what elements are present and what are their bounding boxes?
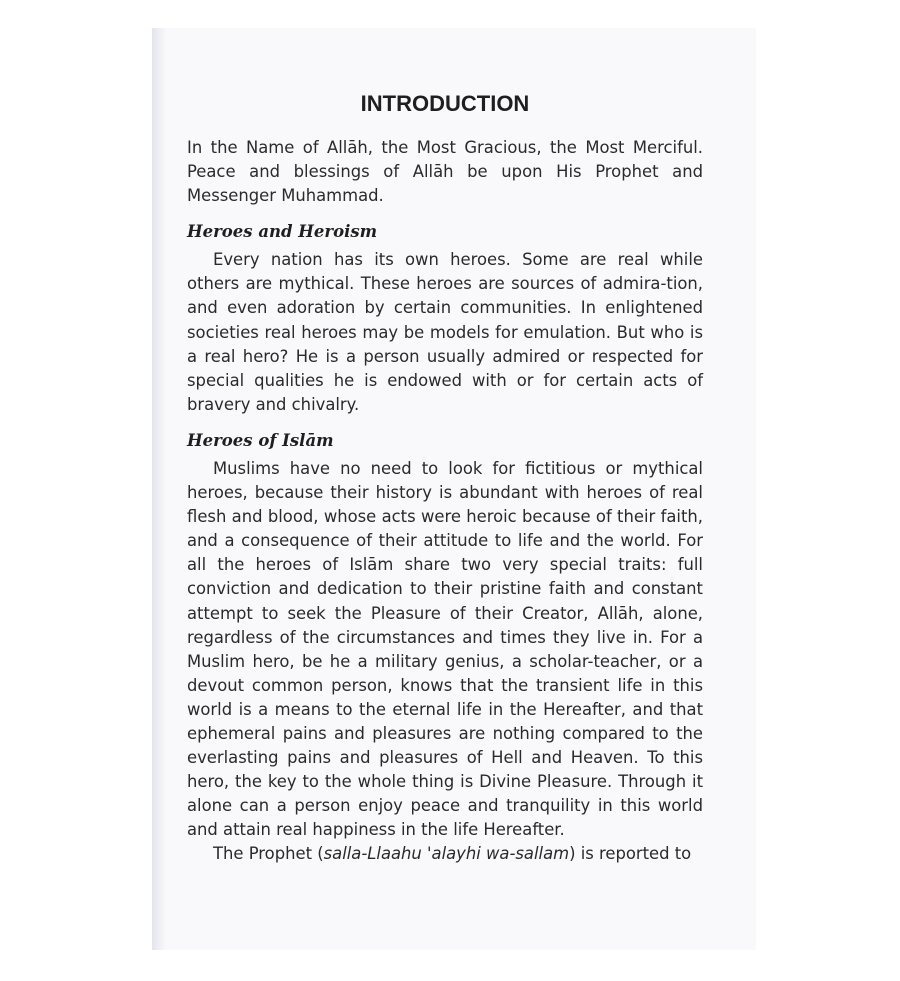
final-paragraph-italic: salla-Llaahu 'alayhi wa-sallam	[323, 844, 570, 864]
final-paragraph	[187, 842, 703, 866]
section-heading-heroes-of-islam: Heroes of Islām	[187, 430, 334, 450]
final-paragraph-end: ) is reported to	[569, 844, 692, 864]
document-body	[187, 86, 703, 867]
section-heading-heroes-and-heroism: Heroes and Heroism	[187, 222, 378, 242]
page-title: INTRODUCTION	[360, 91, 530, 116]
section-body-heroes-and-heroism: Every nation has its own heroes. Some are real while others are mythical. These heroes are sources of admira-tion, and even adoration by certain communities. In enlightened societies real heroes may be models for emulation. But who is a real hero? He is a person usually admired or respected for special qualities he is endowed with or for certain acts of bravery and chivalry.	[187, 250, 703, 414]
final-paragraph-start: The Prophet (	[213, 844, 324, 864]
opening-paragraph: In the Name of Allāh, the Most Gracious, the Most Merciful. Peace and blessings of Allāh be upon His Prophet and Messenger Muhammad.	[187, 138, 703, 206]
section-body-heroes-of-islam: Muslims have no need to look for fictitious or mythical heroes, because their history is abundant with heroes of real flesh and blood, whose acts were heroic because of their faith, and a consequence of their attitude to life and the world. For all the heroes of Islām share two very special traits: full conviction and dedication to their pristine faith and constant attempt to seek the Pleasure of their Creator, Allāh, alone, regardless of the circumstances and times they live in. For a Muslim hero, be he a military genius, a scholar-teacher, or a devout common person, knows that the transient life in this world is a means to the eternal life in the Hereafter, and that ephemeral pains and pleasures are nothing compared to the everlasting pains and pleasures of Hell and Heaven. To this hero, the key to the whole thing is Divine Pleasure. Through it alone can a person enjoy peace and tranquility in this world and attain real happiness in the life Hereafter.	[187, 458, 703, 840]
